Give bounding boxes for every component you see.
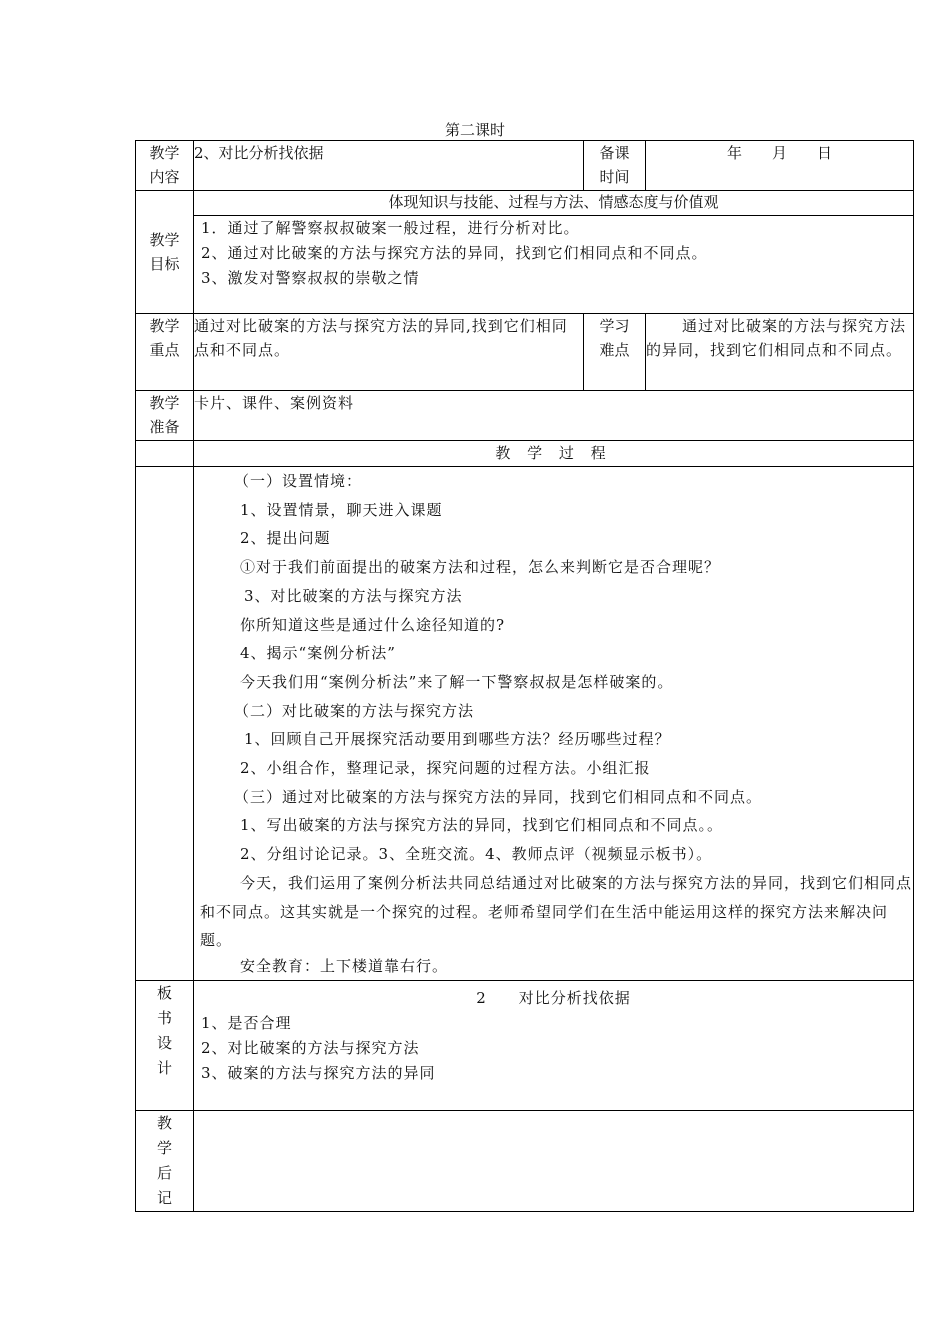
focus-value: 通过对比破案的方法与探究方法的异同,找到它们相同点和不同点。 bbox=[194, 314, 584, 391]
difficulty-label: 学习难点 bbox=[584, 314, 646, 391]
prep-row bbox=[136, 391, 914, 441]
reflection-row bbox=[136, 1111, 914, 1212]
process-header-row bbox=[136, 441, 914, 467]
content-value: 2、对比分析找依据 bbox=[194, 141, 584, 191]
goals-label: 教学目标 bbox=[136, 191, 194, 314]
process-line: 今天我们用“案例分析法”来了解一下警察叔叔是怎样破案的。 bbox=[240, 672, 674, 691]
process-summary: 今天，我们运用了案例分析法共同总结通过对比破案的方法与探究方法的异同，找到它们相同点和不同点。这其实就是一个探究的过程。老师希望同学们在生活中能运用这样的探究方法来解决问题。 bbox=[200, 873, 913, 950]
lesson-plan-table bbox=[135, 140, 914, 1212]
process-line: 4、揭示“案例分析法” bbox=[240, 644, 396, 663]
reflection-label bbox=[136, 1111, 194, 1212]
process-line: 1、回顾自己开展探究活动要用到哪些方法？经历哪些过程？ bbox=[244, 730, 671, 749]
board-label-char: 计 bbox=[156, 1059, 172, 1077]
board-item: 2、对比破案的方法与探究方法 bbox=[201, 1039, 420, 1057]
reflection-label-char: 记 bbox=[156, 1189, 172, 1207]
board-row bbox=[136, 981, 914, 1111]
date-field: 年 月 日 bbox=[646, 141, 914, 191]
focus-label: 教学重点 bbox=[136, 314, 194, 391]
process-line: 你所知道这些是通过什么途径知道的? bbox=[240, 615, 506, 634]
process-line: 2、小组合作，整理记录，探究问题的过程方法。小组汇报 bbox=[240, 759, 651, 778]
prep-label: 教学准备 bbox=[136, 391, 194, 441]
board-title: 2 对比分析找依据 bbox=[476, 989, 631, 1007]
goals-header-row bbox=[136, 191, 914, 216]
goal-item: 2、通过对比破案的方法与探究方法的异同，找到它们相同点和不同点。 bbox=[201, 244, 708, 262]
safety-note: 安全教育：上下楼道靠右行。 bbox=[240, 956, 449, 975]
page-title: 第二课时 bbox=[444, 121, 505, 139]
board-label bbox=[136, 981, 194, 1111]
process-header: 教 学 过 程 bbox=[194, 441, 914, 467]
process-line: 3、对比破案的方法与探究方法 bbox=[244, 586, 463, 605]
process-content bbox=[194, 467, 914, 981]
goal-item: 1．通过了解警察叔叔破案一般过程，进行分析对比。 bbox=[201, 219, 580, 237]
reflection-label-char: 学 bbox=[156, 1139, 172, 1157]
focus-row bbox=[136, 314, 914, 391]
reflection-content bbox=[194, 1111, 914, 1212]
goals-row bbox=[136, 216, 914, 314]
process-line: 2、提出问题 bbox=[240, 529, 331, 548]
goals-list bbox=[194, 216, 914, 314]
blank-cell bbox=[136, 467, 194, 981]
prep-time-label: 备课时间 bbox=[584, 141, 646, 191]
board-label-char: 板 bbox=[156, 984, 172, 1002]
process-line: （三）通过对比破案的方法与探究方法的异同，找到它们相同点和不同点。 bbox=[234, 787, 763, 806]
reflection-label-char: 教 bbox=[156, 1114, 172, 1132]
board-item: 1、是否合理 bbox=[201, 1014, 292, 1032]
goal-item: 3、激发对警察叔叔的崇敬之情 bbox=[201, 269, 420, 287]
prep-value: 卡片、课件、案例资料 bbox=[194, 391, 914, 441]
board-design bbox=[194, 981, 914, 1111]
board-label-char: 设 bbox=[156, 1034, 172, 1052]
blank-cell bbox=[136, 441, 194, 467]
reflection-label-char: 后 bbox=[156, 1164, 172, 1182]
process-line: 1、设置情景，聊天进入课题 bbox=[240, 500, 443, 519]
process-line: 2、分组讨论记录。3、全班交流。4、教师点评（视频显示板书）。 bbox=[240, 845, 713, 864]
board-label-char: 书 bbox=[156, 1009, 172, 1027]
content-row bbox=[136, 141, 914, 191]
difficulty-value: 通过对比破案的方法与探究方法的异同，找到它们相同点和不同点。 bbox=[646, 314, 914, 391]
content-label: 教学内容 bbox=[136, 141, 194, 191]
board-item: 3、破案的方法与探究方法的异同 bbox=[201, 1064, 436, 1082]
process-line: （一）设置情境： bbox=[234, 472, 363, 490]
process-line: 1、写出破案的方法与探究方法的异同，找到它们相同点和不同点。。 bbox=[240, 816, 724, 835]
goals-header: 体现知识与技能、过程与方法、情感态度与价值观 bbox=[194, 191, 914, 216]
process-line: （二）对比破案的方法与探究方法 bbox=[234, 701, 475, 720]
process-line: ①对于我们前面提出的破案方法和过程，怎么来判断它是否合理呢？ bbox=[240, 558, 721, 577]
process-row bbox=[136, 467, 914, 981]
